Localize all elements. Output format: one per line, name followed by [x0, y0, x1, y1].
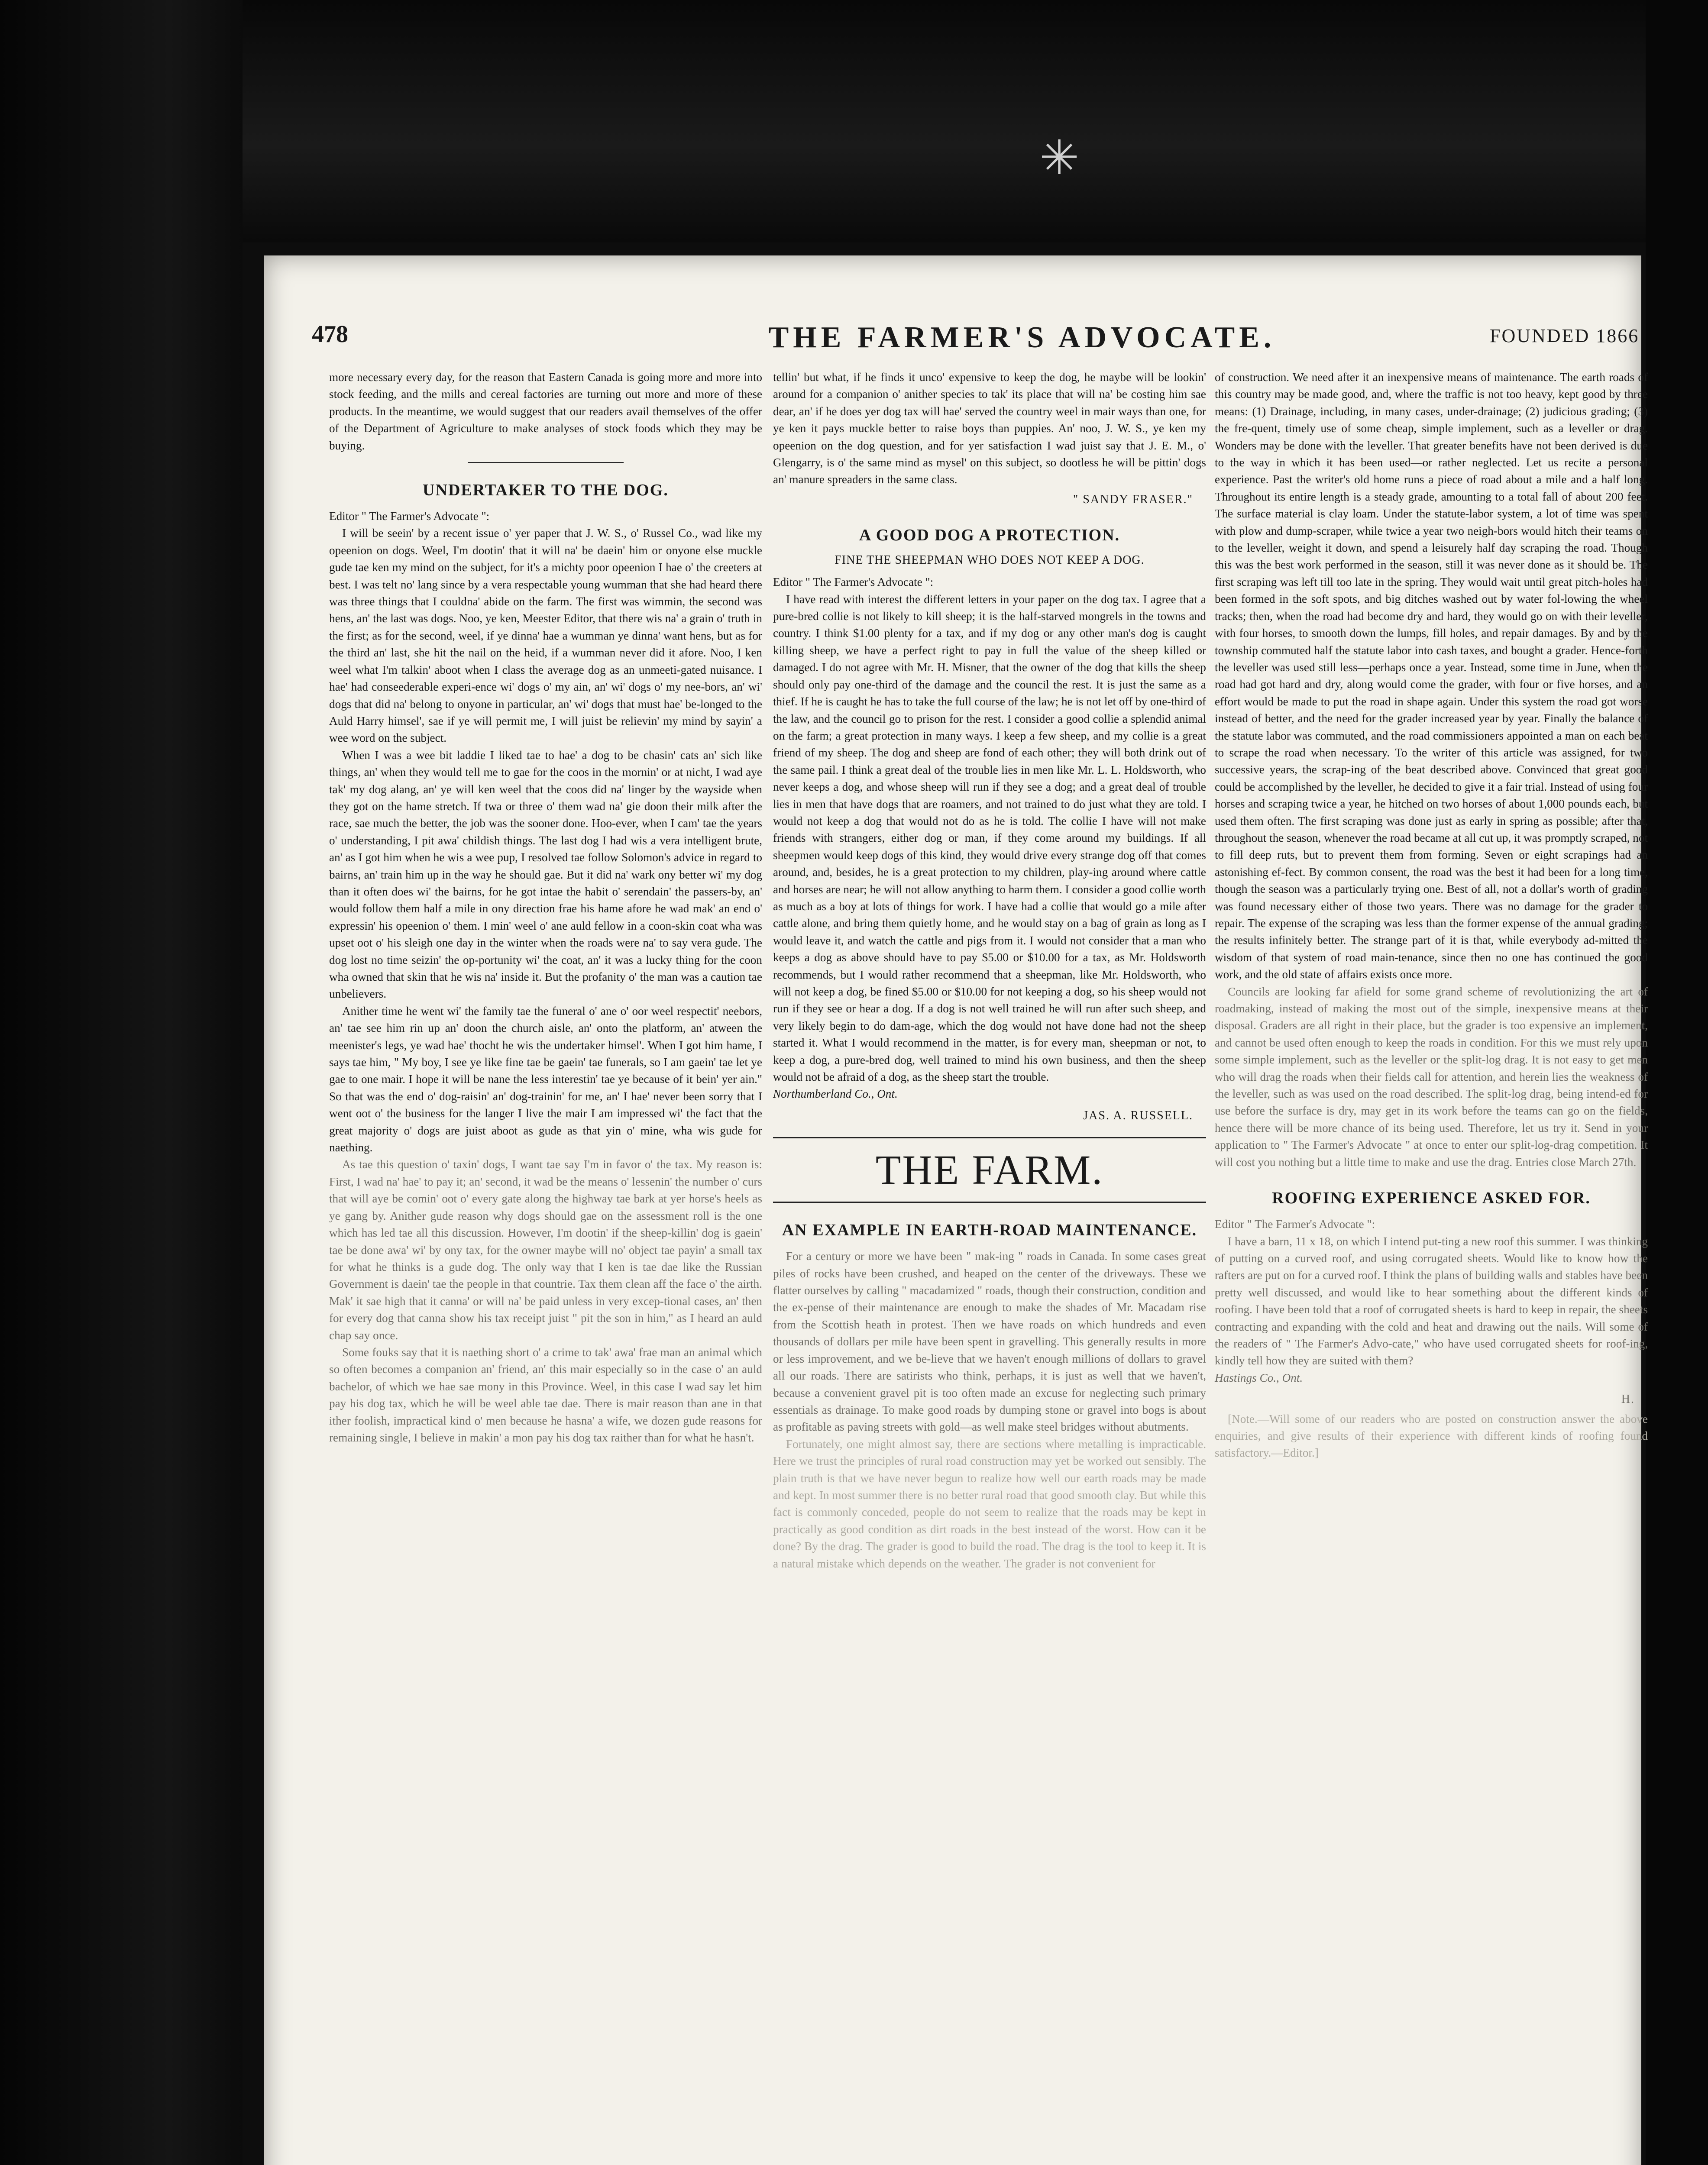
article-title-roofing: ROOFING EXPERIENCE ASKED FOR. [1272, 1189, 1591, 1208]
article-subtitle: FINE THE SHEEPMAN WHO DOES NOT KEEP A DOG. [835, 553, 1145, 567]
newspaper-page [264, 255, 1648, 2165]
article-paragraph: Fortunately, one might almost say, there are sections where metalling is impracticable. Here we trust the principles of rural road construction may yet be worked out sensibly. The plain truth is that we have never begun to realize how well our earth roads may be made and kept. In most summer there is no better rural road that good smooth clay. But while this fact is commonly conceded, people do not seem to realize that the roads may be kept in practically as good condition as dirt roads in the best instead of the worst. How can it be done? By the drag. The grader is good to build the road. The drag is the tool to keep it. It is a natural mistake which depends on the weather. The grader is not convenient for [773, 1437, 1206, 1570]
article-salutation: Editor " The Farmer's Advocate ": [773, 575, 934, 589]
article-salutation: Editor " The Farmer's Advocate ": [1215, 1218, 1375, 1231]
editor-note: [Note.—Will some of our readers who are posted on construction answer the above enquiries, and give results of their experience with different kinds of roofing found satisfactory.—Editor.] [1215, 1412, 1648, 1460]
article-title-earth-road: AN EXAMPLE IN EARTH-ROAD MAINTENANCE. [782, 1221, 1197, 1240]
scan-background-top [0, 0, 1708, 242]
article-paragraph: As tae this question o' taxin' dogs, I want tae say I'm in favor o' the tax. My reason is: First, I wad na' hae' to pay it; an' second, it wad be the means o' lessenin' the number o' curs that will aye be comin' oot o' every gate along the highway tae bark at yer horse's heels as ye gang by. Anither gude reason why dogs should gae on the assessment roll is the one which has led tae all this discussion. However, I'm dootin' if the sheep-killin' dog is gaein' tae be done awa' wi' by ony tax, for the owner maybe will no' object tae payin' a small tax for what he thinks is a gude dog. The only way that I ken is tae dae like the Russian Government is daein' tae the people in that countrie. Tax them clean aff the face o' the airth. Mak' it sae high that it canna' or will na' be paid unless in very excep-tional cases, an' then for every dog that canna show his tax receipt juist " pit the son in him," as I heard an auld chap say once. [329, 1158, 762, 1342]
article-paragraph: Councils are looking far afield for some grand scheme of revolutionizing the art of roadmaking, instead of making the most out of the simple, inexpensive means at their disposal. Graders are all right in their place, but the grader is too expensive an implement, and cannot be used often enough to keep the roads in condition. For this we must rely upon some simple implement, such as the leveller or the split-log drag. It is not easy to get men who will drag the roads when their fields call for attention, and herein lies the weakness of the leveller, such as was used on the road described. The split-log drag, being intend-ed for use before the surface is dry, may get in its work before the teams can go on the fields, hence there will be more chance of its being used. Therefore, let us try it. Send in your application to " The Farmer's Advocate " at once to enter our split-log-drag competition. It will cost you nothing but a little time to make and use the drag. Entries close March 27th. [1215, 985, 1648, 1169]
section-title-the-farm: THE FARM. [773, 1137, 1206, 1203]
article-paragraph: I have a barn, 11 x 18, on which I intend put-ting a new roof this summer. I was thinking of putting on a curved roof, and using corrugated sheets. Would like to know how the rafters are put on for a curved roof. I think the plans of building walls and stables have been pretty well discussed, and would like to hear something about the different kinds of roofing. I have been told that a roof of corrugated sheets is hard to keep in repair, the sheets contracting and expanding with the cold and heat and drawing out the nails. Will some of the readers of " The Farmer's Advo-cate," who have used corrugated sheets for roof-ing, kindly tell how they are suited with them? [1215, 1234, 1648, 1367]
masthead: THE FARMER'S ADVOCATE. [768, 321, 1276, 354]
article-paragraph: Anither time he went wi' the family tae the funeral o' ane o' oor weel respectit' neebors, an' tae see him rin up an' doon the church aisle, an' onto the platform, an' atween the meenister's legs, ye wad hae' thocht he wis the undertaker himsel'. When I got him hame, I says tae him, " My boy, I see ye like fine tae be gaein' tae funerals, so I am gaein' tae let ye gae to one mair. I hope it will be nane the less interestin' tae ye because of it bein' yer ain." So that was the end o' dog-raisin' an' dog-trainin' for me, an' I hae' never been sorry that I went oot o' the business for the langer I live the mair I am impressed wi' the fact that the great majority o' dogs are juist aboot as gude as that yin o' mine, wha wis gude for naething. [329, 1004, 762, 1154]
signature-h: H. [1621, 1393, 1635, 1406]
article-paragraph: I have read with interest the different letters in your paper on the dog tax. I agree that a pure-bred collie is not likely to kill sheep; it is the half-starved mongrels in the towns and country. I think $1.00 plenty for a tax, and if my dog or any other man's dog is caught killing sheep, we have a perfect right to pay in full the value of the sheep killed or damaged. I do not agree with Mr. H. Misner, that the owner of the dog that kills the sheep should only pay one-third of the damage and the council the rest. It is just the same as a thief. If he is caught he has to take the full course of the law; he is not let off by one-third of the law, and the council go to prison for the rest. I consider a good collie a splendid animal on the farm; a great protection in many ways. I keep a few sheep, and my collie is a great friend of my sheep. The dog and sheep are fond of each other; they will both drink out of the same pail. I think a great deal of the trouble lies in men like Mr. L. L. Holdsworth, who never keeps a dog, and whose sheep will run if they see a dog; and a great deal of trouble lies in men that have dogs that are roamers, and not trained to do just what they are told. I would not keep a dog that would not do as he is told. The collie I have will not make friends with strangers, either dog or man, if they come around my buildings. If all sheepmen would keep dogs of this kind, they would drive every strange dog off that comes around, and, besides, he is a great protection to my children, play-ing around where cattle and horses are near; he will not allow anything to harm them. I consider a good collie worth as much as a boy at lots of things for work. I have had a collie that would go a mile after cattle alone, and bring them quietly home, and he would stay on a bag of grain as long as I would leave it, and watch the cattle and pigs from it. I would not consider that a man who keeps a dog as above should have to pay $5.00 or $10.00 for a tax, as Mr. Holdsworth recommends, but I would rather recommend that a sheepman, like Mr. Holdsworth, who will not keep a dog, be fined $5.00 or $10.00 for not keeping a dog, so his sheep would not run if they see or hear a dog. If a dog is not well trained he will run after such sheep, and very likely begin to do dam-age, which the dog would not have done had not the sheep started it. What I would recommend in the matter, is for every man, sheepman or not, to keep a dog, a pure-bred dog, well trained to mind his own business, and then the sheep would not be afraid of a dog, as the sheep start the trouble. [773, 592, 1206, 1084]
article-paragraph: Some fouks say that it is naething short o' a crime to tak' awa' frae man an animal which so often becomes a companion an' friend, an' this mair especially so in the case o' an auld bachelor, of which we hae sae mony in this Province. Weel, in this case I wad say let him pay his dog tax, which he will be weel able tae dae. There is mair reason than ane in that ither foolish, impractical kind o' men because he hasna' a wife, we dozen gude reasons for remaining single, I believe in makin' a mon pay his dog tax raither than for what he hasn't. [329, 1345, 762, 1444]
article-paragraph: When I was a wee bit laddie I liked tae to hae' a dog to be chasin' cats an' sich like things, an' when they would tell me to gae for the coos in the mornin' or at nicht, I wad aye tak' my dog alang, an' ye will ken weel that the coos did na' linger by the wayside when they got on the hame stretch. If twa or three o' them wad na' gie doon their milk after the race, sae much the better, the job was the sooner done. Hoo-ever, when I cam' tae the years o' understanding, I pit awa' childish things. The last dog I had wis a vera intelligent brute, an' as I got him when he wis a wee pup, I resolved tae follow Solomon's advice in regard to bairns, an' train him up in the way he should gae. But it did na' wark ony better wi' my dog than it often does wi' the bairns, for he got intae the habit o' serendain' the passers-by, an' would follow them half a mile in ony direction frae his hame afore he wad mak' an end o' expressin' his opeenion o' them. I min' weel o' ane auld fellow in a coon-skin coat wha was upset oot o' his sleigh one day in the winter when the roads were na' to say vera gude. The dog lost no time seizin' the op-portunity wi' the coat, an' it was a lucky thing for the coon wha owned that skin that he wis na' inside it. But the profanity o' the man was a caution tae unbelievers. [329, 748, 762, 1001]
intro-paragraph: more necessary every day, for the reason that Eastern Canada is going more and more into stock feeding, and the mills and cereal factories are turning out more and more of these products. In the meantime, we would suggest that our readers avail themselves of the offer of the Department of Agriculture to make analyses of stock foods which they may be buying. [329, 371, 762, 452]
founded-note: FOUNDED 1866 [1490, 325, 1640, 346]
divider [468, 462, 624, 463]
page-number: 478 [312, 321, 348, 348]
scan-background-right [1646, 0, 1708, 2165]
column-3 [1215, 369, 1648, 1462]
article-salutation: Editor " The Farmer's Advocate ": [329, 510, 490, 523]
signature-russell: JAS. A. RUSSELL. [1083, 1108, 1193, 1122]
article-paragraph: of construction. We need after it an inexpensive means of maintenance. The earth roads of this country may be made good, and, where the traffic is not too heavy, kept good by three means: (1) Drainage, including, in many cases, under-drainage; (2) judicious grading; (3) the fre-quent, timely use of some cheap, simple implement, such as a leveller or drag. Wonders may be done with the leveller. That greater benefits have not been derived is due to the way in which it has been used—or rather neglected. Let us recite a personal experience. Past the writer's old home runs a piece of road about a mile and a half long. Throughout its entire length is a steady grade, amounting to a total fall of about 200 feet. The surface material is clay loam. Under the statute-labor system, a lot of time was spent with plow and dump-scraper, while twice a year two neigh-bors would hitch their teams on to the leveller, weight it down, and spend a leisurely half day scraping the road. Though this was the best work performed in the season, still it was never done as it should be. The first scraping was left till too late in the spring. They would wait until great pitch-holes had been formed in the soft spots, and big ditches washed out by water fol-lowing the wheel tracks; then, when the road had become dry and hard, they would go on with their leveller, with four horses, to smooth down the lumps, fill holes, and repair damages. By and by the township commuted half the statute labor into cash taxes, and bought a grader. Hence-forth the leveller was used still less—perhaps once a year. Instead, some time in June, when the road had got hard and dry, along would come the grader, with four or five horses, and an effort would be made to put the road in shape again. Under this system the road got worse instead of better, and the need for the grader increased year by year. Finally the balance of the statute labor was commuted, and the road commissioners appointed a man on each beat to scrape the road when necessary. To the writer of this article was assigned, for two successive years, the scrap-ing of the beat described above. Convinced that great good could be accomplished by the leveller, he decided to give it a fair trial. Instead of using four horses and scraping twice a year, he hitched on two horses of about 1,000 pounds each, but used them often. The first scraping was done just as early in spring as possible; after that, throughout the season, whenever the road became at all cut up, it was promptly scraped, not to fill deep ruts, but to prevent them from forming. Seven or eight scrapings had an astonishing ef-fect. By common consent, the road was the best it had been for a long time, though the season was a particularly trying one. Best of all, not a dollar's worth of grading was found necessary either of those two years. There was no damage for the grader to repair. The expense of the scraping was less than the former expense of the annual grading; the results infinitely better. The strange part of it is that, while everybody ad-mitted the wisdom of that system of road main-tenance, since then no one has continued the good work, and the old state of affairs exists once more. [1215, 371, 1648, 981]
column-1 [329, 369, 762, 1446]
article-paragraph: For a century or more we have been " mak-ing " roads in Canada. In some cases great piles of rocks have been crushed, and heaped on the center of the driveways. These we flatter ourselves by calling " macadamized " roads, though their construction, condition and the ex-pense of their maintenance are enough to make the shades of Mr. Macadam rise from the Scottish heath in protest. Then we have roads on which hundreds and even thousands of dollars per mile have been spent in gravelling. This generally results in more or less improvement, and we be-lieve that we haven't enough millions of dollars to gravel all our roads. There are satirists who think, perhaps, it is just as well that we haven't, because a convenient gravel pit is too often made an excuse for neglecting such primary essentials as drainage. To make good roads by dumping stone or gravel into bogs is about as profitable as paving streets with gold—as well make steel bridges without abutments. [773, 1250, 1206, 1434]
article-title-undertaker: UNDERTAKER TO THE DOG. [423, 481, 669, 500]
signature-sandy-fraser: " SANDY FRASER." [1073, 492, 1193, 506]
article-paragraph: I will be seein' by a recent issue o' yer paper that J. W. S., o' Russel Co., wad like my opeenion on dogs. Weel, I'm dootin' that it will na' be daein' him or onyone else muckle gude tae ken my mind on the subject, for it's a michty poor opeenion I hae o' the creeters at best. I was telt no' lang since by a vera respectable young wumman that she had heard there was three things that I couldna' abide on the farm. The first was wimmin, the second was hens, an' the last was dogs. Noo, ye ken, Meester Editor, that there wis na' a grain o' truth in the first; as for the second, weel, if ye dinna' hae a wumman ye dinna' want hens, but as for the third an' last, she hit the nail on the heid, if a wumman never did it afore. Noo, I ken weel what I'm talkin' aboot when I class the average dog as an unmeeti-gated nuisance. I hae' had conseederable experi-ence wi' dogs o' my ain, an' wi' dogs o' my nee-bors, an' wi' dogs that did na' belong to onyone in particular, an' wi' dogs that must hae' be-longed to the Auld Harry himsel', sae if ye will permit me, I will juist be relievin' my mind by sayin' a wee word on the subject. [329, 527, 762, 745]
article-place: Northumberland Co., Ont. [773, 1087, 898, 1101]
continuation-paragraph: tellin' but what, if he finds it unco' expensive to keep the dog, he maybe will be lookin' around for a companion o' anither species to tak' its place that will na' be costing him sae dear, an' if he does yer dog tax will hae' served the country weel in mair ways than one, for ye ken it pays muckle better to raise boys than puppies. An' noo, J. W. S., ye ken my opeenion on the dog question, and for yer satisfaction I wad juist say that J. E. M., o' Glengarry, is o' the same mind as mysel' on this subject, so dootless he will be pittin' dogs an' manure spreaders in the same class. [773, 371, 1206, 486]
article-place: Hastings Co., Ont. [1215, 1371, 1303, 1384]
scan-background-left [0, 0, 243, 2165]
desk-mark: ✳ [1039, 132, 1080, 184]
column-2 [773, 369, 1206, 1572]
page-header [264, 255, 1641, 368]
article-title-good-dog: A GOOD DOG A PROTECTION. [859, 526, 1120, 545]
